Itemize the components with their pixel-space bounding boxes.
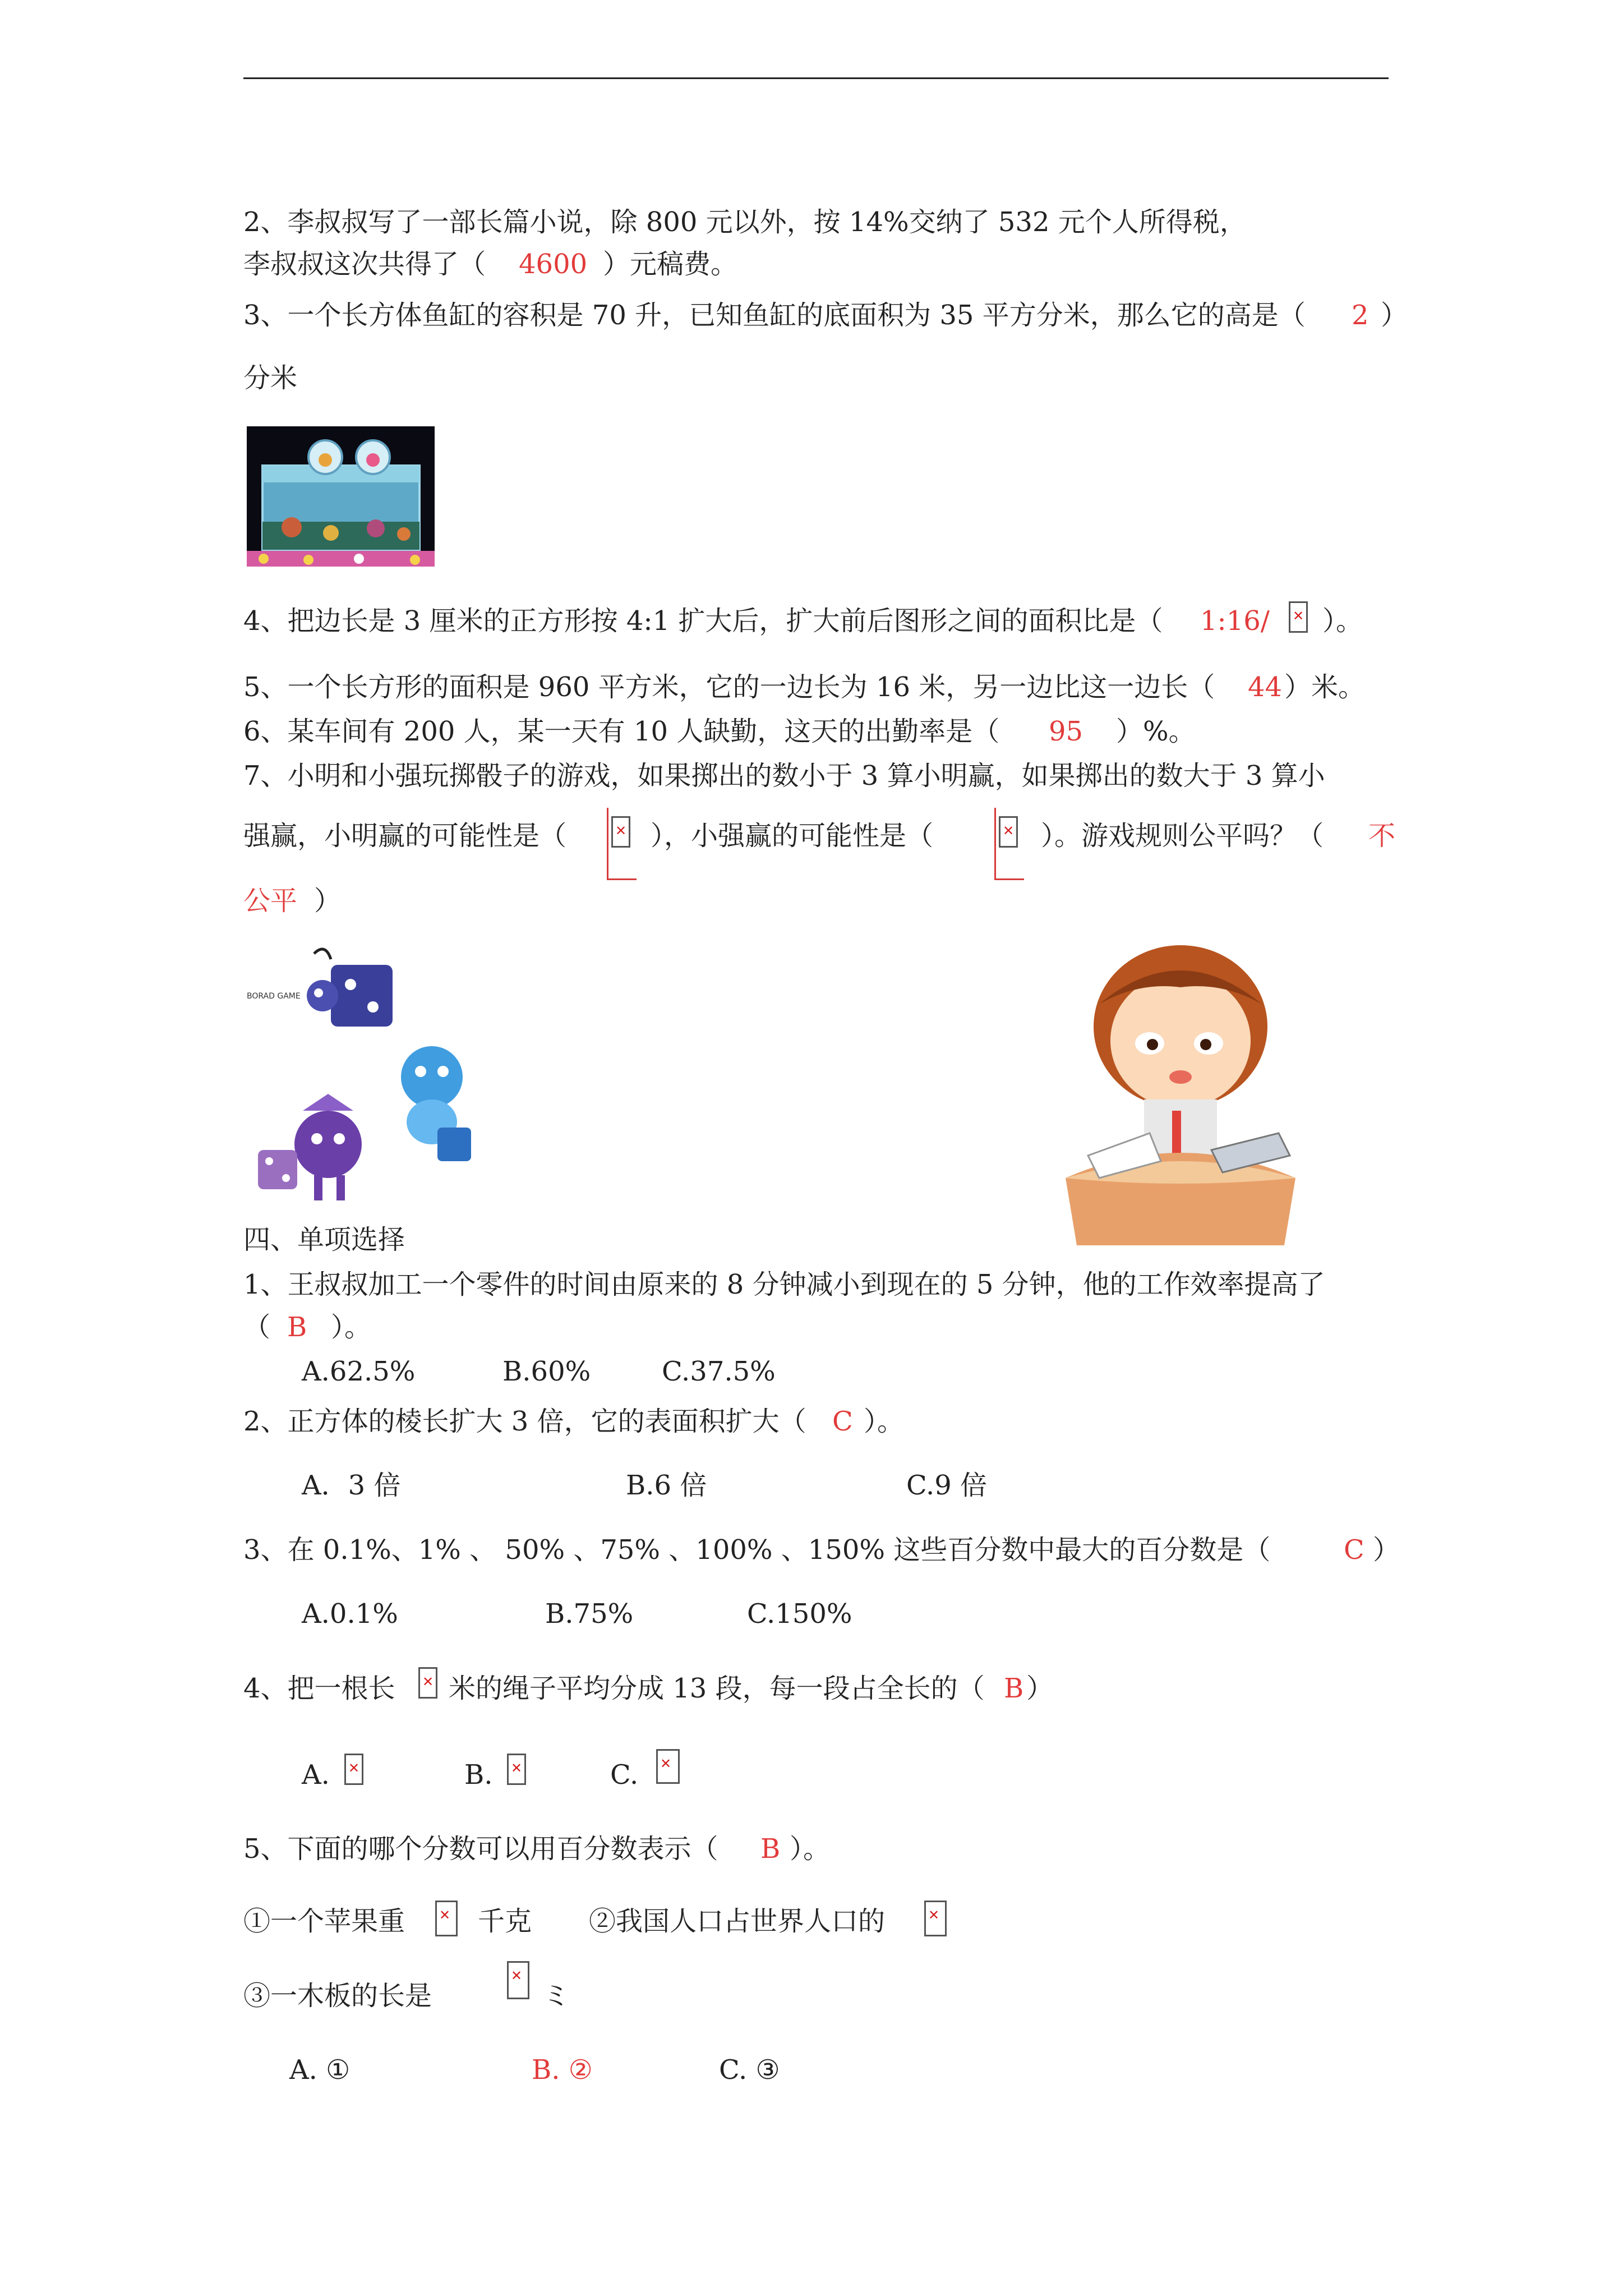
q5-text-post: ）米。: [1284, 671, 1366, 703]
q4-answer: 1:16/: [1200, 605, 1270, 637]
m3-option-a: A.0.1%: [302, 1598, 398, 1630]
broken-image-icon: [435, 1901, 458, 1936]
m4-option-b: B.: [464, 1759, 493, 1791]
m2-option-b: B.6 倍: [626, 1470, 707, 1501]
m1-option-b: B.60%: [502, 1356, 591, 1387]
section-title: 四、单项选择: [243, 1224, 405, 1255]
m1-option-a: A.62.5%: [302, 1356, 416, 1387]
header-rule: [243, 77, 1389, 79]
m4-text-mid: 米的绳子平均分成 13 段，每一段占全长的（: [449, 1673, 985, 1704]
m2-text-post: ）。: [864, 1406, 905, 1437]
m2-text-pre: 2、正方体的棱长扩大 3 倍，它的表面积扩大（: [243, 1406, 806, 1437]
q7-answer-part1: 不: [1368, 820, 1396, 852]
q2-line2-pre: 李叔叔这次共得了（: [243, 249, 486, 280]
broken-image-icon: [656, 1749, 680, 1784]
q7-line2-c: ）。游戏规则公平吗？（: [1041, 820, 1324, 852]
q6-text-post: ）%。: [1116, 716, 1196, 747]
q2-line2-post: ）元稿费。: [603, 249, 738, 280]
q2-line1: 2、李叔叔写了一部长篇小说，除 800 元以外，按 14%交纳了 532 元个人所得税，: [243, 206, 1247, 238]
m4-answer: B: [1004, 1673, 1024, 1704]
m3-text-pre: 3、在 0.1%、1% 、 50% 、75% 、100% 、150% 这些百分数中最大的百分数是（: [243, 1534, 1271, 1566]
m3-option-b: B.75%: [545, 1598, 634, 1630]
q3-text-post: ）: [1381, 300, 1408, 331]
q7-line2-b: ），小强赢的可能性是（: [651, 820, 934, 852]
m5-item3-tail: ミ: [543, 1980, 570, 2012]
m2-option-a: A．3 倍: [302, 1470, 401, 1501]
m3-answer: C: [1344, 1534, 1364, 1566]
m5-option-b: B. ②: [532, 2054, 593, 2086]
q6-text-pre: 6、某车间有 200 人，某一天有 10 人缺勤，这天的出勤率是（: [243, 716, 1000, 747]
svg-text:BORAD GAME: BORAD GAME: [247, 992, 301, 1001]
q2-answer: 4600: [519, 249, 588, 280]
m4-option-c: C.: [610, 1759, 639, 1791]
q3-line2: 分米: [243, 362, 298, 394]
broken-image-icon: [507, 1961, 529, 1999]
q4-text-post: ）。: [1322, 605, 1363, 637]
m3-option-c: C.150%: [747, 1598, 852, 1630]
q3-answer: 2: [1352, 300, 1369, 331]
q5-text-pre: 5、一个长方形的面积是 960 平方米，它的一边长为 16 米，另一边比这一边长（: [243, 671, 1215, 703]
m5-text-post: ）。: [790, 1833, 831, 1865]
broken-image-icon: [344, 1754, 363, 1785]
broken-image-icon: [507, 1754, 526, 1785]
broken-image-icon: [418, 1667, 437, 1699]
m5-item3-pre: ③一木板的长是: [243, 1980, 432, 2012]
m5-item2-pre: ②我国人口占世界人口的: [589, 1906, 886, 1937]
m5-text-pre: 5、下面的哪个分数可以用百分数表示（: [243, 1833, 718, 1865]
m2-option-c: C.9 倍: [906, 1470, 988, 1501]
broken-image-icon: [1289, 601, 1308, 633]
m1-line1: 1、王叔叔加工一个零件的时间由原来的 8 分钟减小到现在的 5 分钟，他的工作效率提高了: [243, 1269, 1325, 1300]
q6-answer: 95: [1049, 716, 1083, 747]
m5-item1-pre: ①一个苹果重: [243, 1906, 405, 1937]
q4-text-pre: 4、把边长是 3 厘米的正方形按 4:1 扩大后，扩大前后图形之间的面积比是（: [243, 605, 1163, 637]
dice-characters-illustration: [247, 942, 482, 1206]
m1-line2-pre: （: [243, 1312, 271, 1343]
q7-line2-a: 强赢，小明赢的可能性是（: [243, 820, 567, 852]
broken-image-icon: [999, 816, 1018, 848]
m4-text-pre: 4、把一根长: [243, 1673, 395, 1704]
m4-text-post: ）: [1026, 1673, 1054, 1704]
m5-answer: B: [760, 1833, 781, 1865]
m5-option-c: C. ③: [719, 2054, 780, 2086]
m5-option-a: A. ①: [289, 2054, 351, 2086]
m1-answer: B: [287, 1312, 307, 1343]
q7-answer-part2: 公平: [243, 885, 298, 917]
q5-answer: 44: [1248, 671, 1283, 703]
q7-line3-post: ）: [314, 885, 342, 917]
m4-option-a: A.: [302, 1759, 330, 1791]
m1-option-c: C.37.5%: [662, 1356, 776, 1387]
m5-item1-post: 千克: [478, 1906, 532, 1937]
m1-line2-post: ）。: [331, 1312, 372, 1343]
fish-tank-image: [247, 426, 435, 567]
m3-text-post: ）: [1373, 1534, 1400, 1566]
broken-image-icon: [924, 1901, 947, 1936]
m2-answer: C: [832, 1406, 853, 1437]
q7-line1: 7、小明和小强玩掷骰子的游戏，如果掷出的数小于 3 算小明赢，如果掷出的数大于 3 算小: [243, 760, 1325, 792]
q3-text-pre: 3、一个长方体鱼缸的容积是 70 升，已知鱼缸的底面积为 35 平方分米，那么它的高是（: [243, 300, 1306, 331]
broken-image-icon: [611, 816, 630, 848]
girl-at-desk-illustration: [1054, 942, 1307, 1245]
